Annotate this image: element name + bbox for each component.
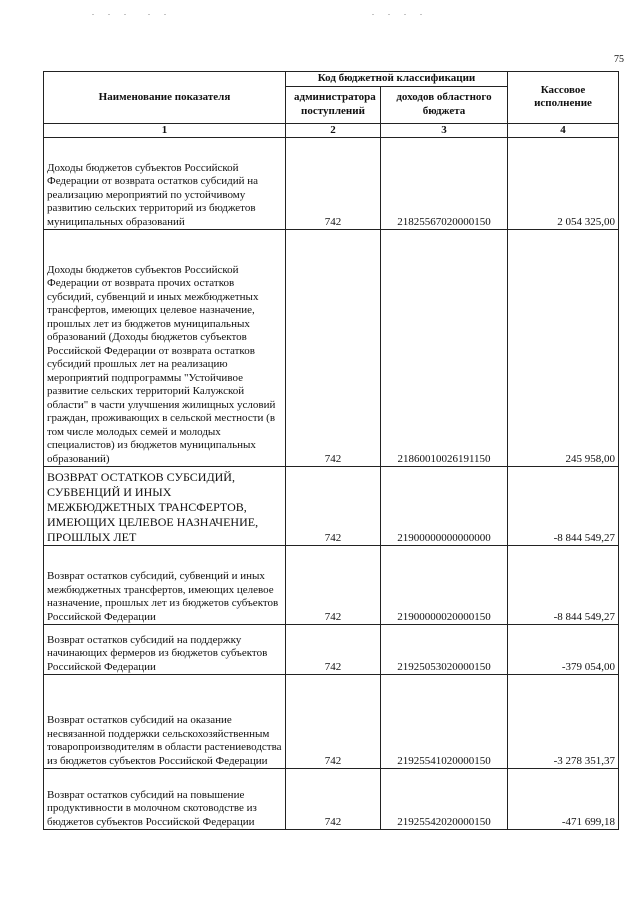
row-admin-code: 742: [286, 467, 381, 546]
column-number: 4: [508, 123, 619, 138]
header-income-column: доходов областного бюджета: [381, 86, 508, 123]
table-row: [44, 546, 619, 625]
row-income-code: 21925053020000150: [381, 625, 508, 675]
row-admin-code: 742: [286, 546, 381, 625]
row-amount: 2 054 325,00: [508, 138, 619, 230]
row-amount: -8 844 549,27: [508, 467, 619, 546]
table-row: [44, 769, 619, 830]
row-amount: -8 844 549,27: [508, 546, 619, 625]
row-name: Доходы бюджетов субъектов Российской Федерации от возврата прочих остатков субсидий, субвенций и иных межбюджетных трансфертов, имеющих целевое назначение, прошлых лет из бюджетов муниципальных образований (Доходы бюджетов субъектов Российской Федерации от возврата остатков субсидий прошлых лет на реализацию мероприятий подпрограммы "Устойчивое развитие сельских территорий Калужской области" в части улучшения жилищных условий граждан, проживающих в сельской местности (в том числе молодых семей и молодых специалистов) из бюджетов муниципальных образований): [44, 230, 286, 467]
table-row: [44, 625, 619, 675]
table-row: [44, 675, 619, 769]
row-name: Возврат остатков субсидий, субвенций и иных межбюджетных трансфертов, имеющих целевое назначение, прошлых лет из бюджетов субъектов Российской Федерации: [44, 546, 286, 625]
row-income-code: 21860010026191150: [381, 230, 508, 467]
row-admin-code: 742: [286, 769, 381, 830]
row-amount: 245 958,00: [508, 230, 619, 467]
row-income-code: 21825567020000150: [381, 138, 508, 230]
table-row: [44, 138, 619, 230]
table-row: [44, 467, 619, 546]
page-number: 75: [614, 54, 624, 65]
header-name-column: Наименование показателя: [44, 72, 286, 124]
header-code-group: Код бюджетной классификации: [286, 72, 508, 87]
row-name: Доходы бюджетов субъектов Российской Федерации от возврата остатков субсидий на реализацию мероприятий по устойчивому развитию сельских территорий из бюджетов муниципальных образований: [44, 138, 286, 230]
row-amount: -3 278 351,37: [508, 675, 619, 769]
scan-noise: . . . .: [372, 8, 428, 17]
scan-noise: . . . . .: [92, 8, 172, 17]
row-name: Возврат остатков субсидий на повышение продуктивности в молочном скотоводстве из бюджетов субъектов Российской Федерации: [44, 769, 286, 830]
row-amount: -379 054,00: [508, 625, 619, 675]
row-name: Возврат остатков субсидий на поддержку начинающих фермеров из бюджетов субъектов Российской Федерации: [44, 625, 286, 675]
row-name: ВОЗВРАТ ОСТАТКОВ СУБСИДИЙ, СУБВЕНЦИЙ И ИНЫХ МЕЖБЮДЖЕТНЫХ ТРАНСФЕРТОВ, ИМЕЮЩИХ ЦЕЛЕВОЕ НАЗНАЧЕНИЕ, ПРОШЛЫХ ЛЕТ: [44, 467, 286, 546]
column-number: 2: [286, 123, 381, 138]
row-admin-code: 742: [286, 230, 381, 467]
row-amount: -471 699,18: [508, 769, 619, 830]
column-number: 3: [381, 123, 508, 138]
row-income-code: 21925542020000150: [381, 769, 508, 830]
header-cash-column: Кассовое исполнение: [508, 72, 619, 124]
row-income-code: 21900000000000000: [381, 467, 508, 546]
row-name: Возврат остатков субсидий на оказание несвязанной поддержки сельскохозяйственным товаропроизводителям в области растениеводства из бюджетов субъектов Российской Федерации: [44, 675, 286, 769]
table-row: [44, 230, 619, 467]
row-income-code: 21925541020000150: [381, 675, 508, 769]
header-admin-column: администратора поступлений: [286, 86, 381, 123]
row-admin-code: 742: [286, 138, 381, 230]
row-admin-code: 742: [286, 625, 381, 675]
row-admin-code: 742: [286, 675, 381, 769]
column-number: 1: [44, 123, 286, 138]
row-income-code: 21900000020000150: [381, 546, 508, 625]
budget-table: [43, 71, 619, 830]
